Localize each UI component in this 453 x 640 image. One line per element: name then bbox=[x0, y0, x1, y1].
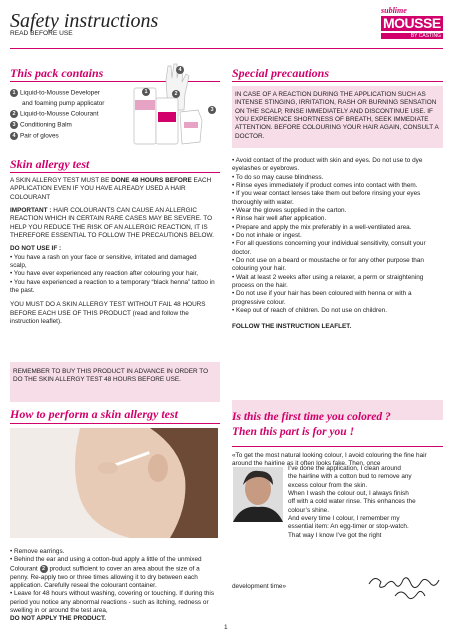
remember-box bbox=[10, 362, 220, 402]
special-bullet: • Rinse eyes immediately if product comes into contact with them. bbox=[232, 181, 418, 189]
special-bullet: • Avoid contact of the product with skin and eyes. Do not use to dye eyelashes or eyebrows. bbox=[232, 157, 423, 173]
neck-photo bbox=[10, 428, 218, 538]
special-bullet: • Keep out of reach of children. Do not use on children. bbox=[232, 306, 387, 314]
howto-line: • Remove earrings. bbox=[10, 548, 65, 555]
special-heading: Special precautions bbox=[232, 66, 330, 80]
howto-final: DO NOT APPLY THE PRODUCT. bbox=[10, 615, 106, 623]
howto-line: • Leave for 48 hours without washing, covering or touching. If during this period you notice any abnormal reactions - such as itching, redness or swelling in or around the test area, bbox=[10, 590, 215, 614]
number-badge: 1 bbox=[10, 89, 18, 97]
text: • Behind the ear and using a cotton-bud apply a little of the unmixed Colourant bbox=[10, 556, 202, 573]
special-bullet: • If you wear contact lenses take them out before rinsing your eyes thoroughly with water. bbox=[232, 190, 421, 206]
allergy-para-1 bbox=[10, 177, 215, 202]
special-bullet: • Wear the gloves supplied in the carton. bbox=[232, 206, 347, 214]
signature bbox=[365, 568, 443, 604]
special-box bbox=[232, 86, 443, 148]
page-title: Safety instructions bbox=[10, 10, 159, 32]
illustration-label-1: 1 bbox=[142, 88, 150, 96]
illustration-label-2: 2 bbox=[172, 90, 180, 98]
quote-top: «To get the most natural looking colour, I avoid colouring the fine hair around the hairline as it often looks fake. Then, once bbox=[232, 452, 427, 468]
illustration-label-4: 4 bbox=[176, 66, 184, 74]
page-subtitle: READ BEFORE USE bbox=[10, 30, 73, 37]
number-badge: 2 bbox=[40, 565, 48, 573]
remember-text: REMEMBER TO BUY THIS PRODUCT IN ADVANCE IN ORDER TO DO THE SKIN ALLERGY TEST 48 HOURS BEFORE USE. bbox=[13, 368, 209, 384]
text-bold: DONE 48 HOURS BEFORE bbox=[111, 177, 192, 184]
first-divider bbox=[232, 446, 443, 447]
allergy-divider bbox=[10, 172, 220, 173]
number-badge: 2 bbox=[10, 110, 18, 118]
pack-item-1 bbox=[10, 89, 100, 98]
allergy-para-3 bbox=[10, 245, 215, 253]
logo-line2: MOUSSE bbox=[383, 15, 441, 32]
logo-line3: BY CASTING bbox=[381, 33, 443, 40]
special-bullet: • Do not use on a beard or moustache or for any other purpose than colouring your hair. bbox=[232, 256, 424, 273]
text: A SKIN ALLERGY TEST MUST BE bbox=[10, 177, 112, 184]
signature-image bbox=[365, 568, 443, 604]
quote-line: That way I know I’ve got the right bbox=[288, 531, 382, 539]
header-divider bbox=[10, 48, 443, 49]
quote-line: the hairline with a cotton bud to remove any bbox=[288, 473, 412, 481]
howto-heading: How to perform a skin allergy test bbox=[10, 407, 178, 421]
special-bullet: • Prepare and apply the mix preferably in a well-ventilated area. bbox=[232, 223, 412, 231]
pack-item-text: Liquid-to-Mousse Colourant bbox=[20, 110, 99, 118]
howto-divider bbox=[10, 423, 220, 424]
special-bullet: • To do so may cause blindness. bbox=[232, 173, 324, 181]
allergy-para-2 bbox=[10, 207, 215, 240]
woman-neck-image bbox=[10, 428, 218, 538]
quote-line: off with a cold water rinse. This enhances the bbox=[288, 498, 416, 506]
page-number: 1 bbox=[224, 624, 228, 631]
special-bullet: • Rinse hair well after application. bbox=[232, 215, 327, 223]
text: product sufficient to cover an area about the size of a penny. Re-apply two or three times allowing it to dry between each application. Carefully reseal the colourant container. bbox=[10, 565, 200, 589]
portrait-image bbox=[233, 467, 283, 522]
quote-end: development time» bbox=[232, 583, 286, 590]
pack-item-text: and foaming pump applicator bbox=[22, 100, 105, 107]
quote-line: When I wash the colour out, I always finish bbox=[288, 489, 409, 497]
howto-body bbox=[10, 548, 220, 624]
special-bullet: • Do not inhale or ingest. bbox=[232, 231, 302, 239]
product-illustration bbox=[128, 60, 220, 150]
pack-item-text: Pair of gloves bbox=[20, 132, 59, 140]
stylist-photo bbox=[233, 467, 283, 522]
first-heading-line1: Is this the first time you colored ? bbox=[232, 411, 391, 423]
text-bold: IMPORTANT : bbox=[10, 206, 54, 214]
quote-line: And every time I colour, I remember my bbox=[288, 514, 400, 522]
text: EACH APPLICATION EVEN IF YOU HAVE ALREADY USED A HAIR COLOURANT bbox=[10, 177, 212, 201]
pack-item-2 bbox=[10, 110, 99, 119]
follow-instructions: FOLLOW THE INSTRUCTION LEAFLET. bbox=[232, 323, 352, 331]
allergy-bullet: • You have ever experienced any reaction after colouring your hair, bbox=[10, 270, 199, 278]
quote-line: excess colour from the skin. bbox=[288, 481, 368, 489]
allergy-bullet: • You have experienced a reaction to a temporary “black henna” tattoo in the past. bbox=[10, 278, 215, 294]
logo-line1: sublime bbox=[381, 6, 407, 15]
pack-item-text: Conditioning Balm bbox=[20, 121, 72, 129]
quote-line: colour’s shine. bbox=[288, 506, 329, 514]
special-box-text: IN CASE OF A REACTION DURING THE APPLICATION SUCH AS INTENSE STINGING, IRRITATION, RASH OR BURNING SENSATION ON THE SCALP, RINSE IMMEDIATELY AND DISCONTINUE USE. IF YOU EXPERIENCE SHORTNESS OF BREATH, SEEK IMMEDIATE ATTENTION. BEFORE COLOURING YOUR HAIR AGAIN, CONSULT A DOCTOR. bbox=[235, 91, 439, 140]
text: HAIR COLOURANTS CAN CAUSE AN ALLERGIC REACTION WHICH IN CERTAIN RARE CASES MAY BE SEVERE. TO HELP YOU REDUCE THE RISK OF AN ALLERGIC REACTION, IT IS THEREFORE ESSENTIAL TO FOLLOW THE PRECAUTIONS BELOW. bbox=[10, 206, 214, 239]
special-bullet: • Wait at least 2 weeks after using a relaxer, a perm or straightening process on the hair. bbox=[232, 273, 424, 289]
howto-line bbox=[10, 556, 220, 590]
allergy-para-4: YOU MUST DO A SKIN ALLERGY TEST WITHOUT FAIL 48 HOURS BEFORE EACH USE OF THIS PRODUCT (read and follow the instruction leaflet). bbox=[10, 301, 206, 325]
allergy-bullet: • You have a rash on your face or sensitive, irritated and damaged scalp, bbox=[10, 253, 197, 269]
brand-logo bbox=[381, 6, 443, 46]
special-bullets bbox=[232, 157, 443, 332]
special-divider bbox=[232, 81, 443, 82]
number-badge: 4 bbox=[10, 132, 18, 140]
quote-line: I’ve done the application, I clean around bbox=[288, 465, 401, 472]
allergy-heading: Skin allergy test bbox=[10, 157, 90, 171]
special-bullet: • For all questions concerning your individual sensitivity, consult your doctor. bbox=[232, 240, 426, 256]
pack-item-1b bbox=[22, 100, 104, 108]
quote-line: essential item: An egg-timer or stop-watch. bbox=[288, 523, 409, 531]
first-heading bbox=[232, 410, 391, 440]
pack-item-3 bbox=[10, 121, 72, 130]
quote-side bbox=[288, 465, 443, 540]
number-badge: 3 bbox=[10, 121, 18, 129]
allergy-body bbox=[10, 177, 215, 326]
gloves-icon bbox=[128, 60, 220, 150]
first-heading-line2: Then this part is for you ! bbox=[232, 425, 355, 438]
special-bullet: • Do not use if your hair has been coloured with henna or with a progressive colour. bbox=[232, 290, 412, 306]
pack-heading: This pack contains bbox=[10, 66, 104, 80]
illustration-label-3: 3 bbox=[208, 106, 216, 114]
text-bold: DO NOT USE IF : bbox=[10, 245, 62, 253]
pack-item-4 bbox=[10, 132, 59, 141]
pack-item-text: Liquid-to-Mousse Developer bbox=[20, 89, 100, 97]
